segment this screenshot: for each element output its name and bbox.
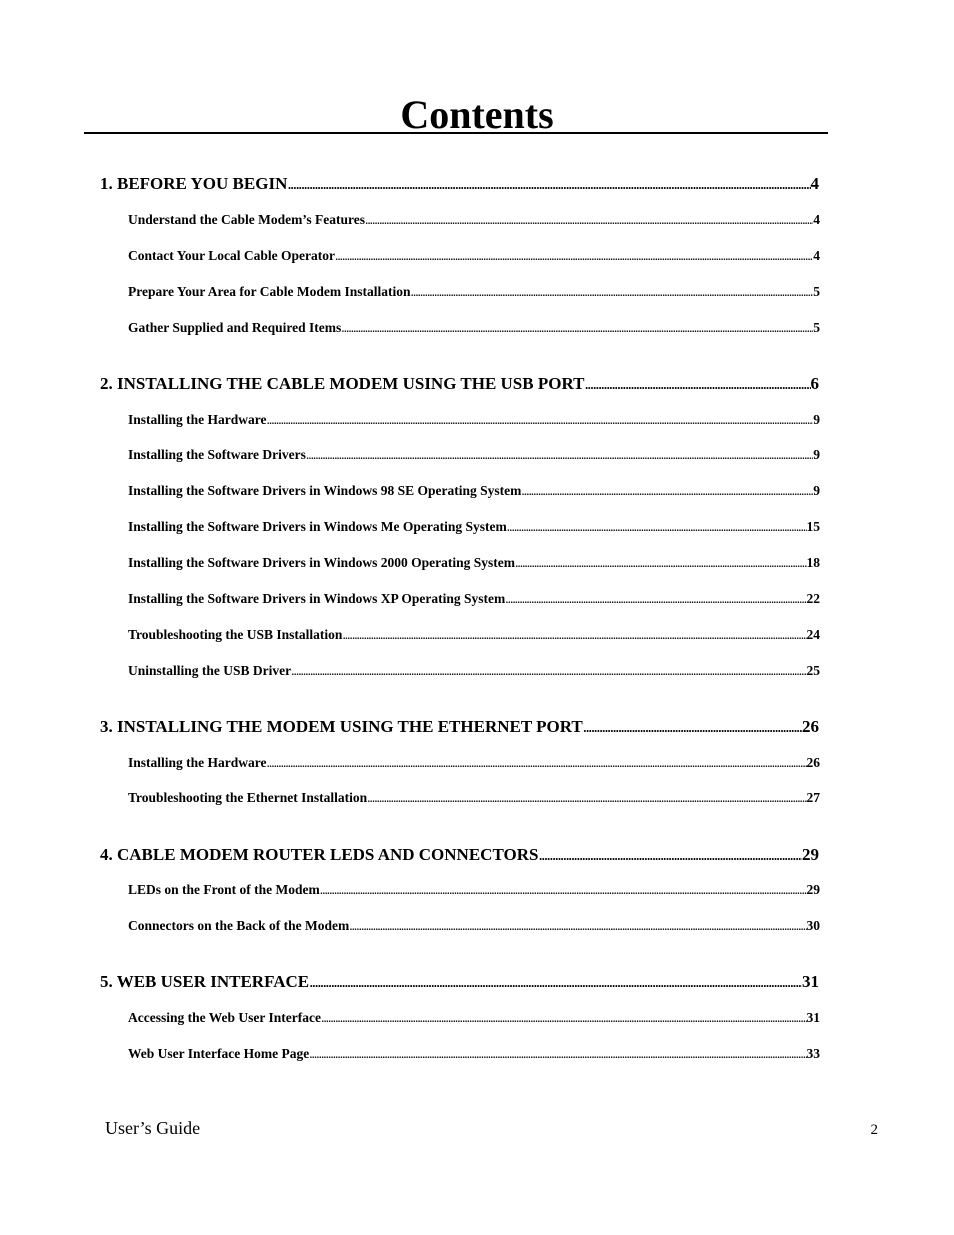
toc-entry-chapter-1[interactable] bbox=[100, 173, 819, 195]
toc-entry-section[interactable] bbox=[128, 482, 820, 500]
dot-leader bbox=[267, 411, 814, 429]
toc-entry-section[interactable] bbox=[128, 1009, 820, 1027]
toc-entry-label: 4. CABLE MODEM ROUTER LEDS AND CONNECTORS bbox=[100, 845, 539, 864]
toc-entry-section[interactable] bbox=[128, 518, 820, 536]
toc-entry-page: 9 bbox=[813, 412, 820, 427]
toc-entry-page: 31 bbox=[806, 1010, 820, 1025]
toc-entry-label: LEDs on the Front of the Modem bbox=[128, 882, 320, 897]
toc-entry-label: 5. WEB USER INTERFACE bbox=[100, 972, 310, 991]
dot-leader bbox=[306, 446, 813, 464]
toc-entry-label: Installing the Hardware bbox=[128, 412, 267, 427]
dot-leader bbox=[309, 1045, 806, 1063]
dot-leader bbox=[320, 881, 807, 899]
toc-entry-section[interactable] bbox=[128, 917, 820, 935]
footer-page-number: 2 bbox=[870, 1122, 878, 1138]
toc-entry-section[interactable] bbox=[128, 626, 820, 644]
dot-leader bbox=[291, 662, 806, 680]
toc-entry-label: Contact Your Local Cable Operator bbox=[128, 248, 335, 263]
toc-entry-label: Prepare Your Area for Cable Modem Installation bbox=[128, 284, 411, 299]
toc-entry-page: 29 bbox=[806, 882, 820, 897]
toc-entry-page: 5 bbox=[813, 284, 820, 299]
dot-leader bbox=[515, 554, 806, 572]
toc-entry-label: Troubleshooting the Ethernet Installation bbox=[128, 790, 368, 805]
toc-entry-page: 4 bbox=[813, 212, 820, 227]
toc-entry-page: 26 bbox=[806, 755, 820, 770]
toc-entry-page: 30 bbox=[806, 918, 820, 933]
toc-entry-page: 18 bbox=[806, 555, 820, 570]
toc-entry-section[interactable] bbox=[128, 411, 820, 429]
toc-entry-page: 15 bbox=[806, 519, 820, 534]
dot-leader bbox=[538, 844, 802, 866]
toc-entry-chapter-2[interactable] bbox=[100, 373, 819, 395]
dot-leader bbox=[335, 247, 813, 265]
toc-entry-page: 26 bbox=[802, 717, 819, 736]
toc-entry-chapter-4[interactable] bbox=[100, 844, 819, 866]
toc-entry-page: 22 bbox=[806, 591, 820, 606]
dot-leader bbox=[309, 971, 802, 993]
toc-entry-label: Understand the Cable Modem’s Features bbox=[128, 212, 365, 227]
toc-entry-page: 6 bbox=[810, 374, 819, 393]
page-title: Contents bbox=[400, 92, 554, 137]
toc-entry-section[interactable] bbox=[128, 754, 820, 772]
dot-leader bbox=[367, 789, 806, 807]
toc-entry-page: 25 bbox=[806, 663, 820, 678]
toc-entry-page: 33 bbox=[806, 1046, 820, 1061]
dot-leader bbox=[411, 283, 814, 301]
toc-entry-section[interactable] bbox=[128, 446, 820, 464]
dot-leader bbox=[341, 319, 813, 337]
toc-entry-label: Connectors on the Back of the Modem bbox=[128, 918, 350, 933]
toc-entry-label: Installing the Software Drivers in Windows Me Operating System bbox=[128, 519, 507, 534]
toc-entry-label: Uninstalling the USB Driver bbox=[128, 663, 292, 678]
toc-entry-page: 4 bbox=[813, 248, 820, 263]
toc-entry-section[interactable] bbox=[128, 662, 820, 680]
toc-entry-page: 31 bbox=[802, 972, 819, 991]
toc-entry-label: Installing the Hardware bbox=[128, 755, 267, 770]
toc-entry-page: 29 bbox=[802, 845, 819, 864]
title-underline bbox=[84, 132, 828, 134]
toc-entry-chapter-3[interactable] bbox=[100, 716, 819, 738]
toc-entry-label: 1. BEFORE YOU BEGIN bbox=[100, 174, 288, 193]
dot-leader bbox=[342, 626, 806, 644]
toc-entry-label: Troubleshooting the USB Installation bbox=[128, 627, 343, 642]
toc-entry-label: Gather Supplied and Required Items bbox=[128, 320, 342, 335]
toc-entry-label: Accessing the Web User Interface bbox=[128, 1010, 321, 1025]
toc-entry-page: 27 bbox=[806, 790, 820, 805]
dot-leader bbox=[287, 173, 810, 195]
toc-entry-page: 9 bbox=[813, 483, 820, 498]
toc-entry-section[interactable] bbox=[128, 789, 820, 807]
footer-document-title: User’s Guide bbox=[105, 1118, 201, 1138]
toc-entry-label: Installing the Software Drivers in Windows 2000 Operating System bbox=[128, 555, 516, 570]
toc-entry-section[interactable] bbox=[128, 1045, 820, 1063]
toc-entry-page: 24 bbox=[806, 627, 820, 642]
dot-leader bbox=[584, 373, 810, 395]
dot-leader bbox=[507, 518, 807, 536]
toc-entry-label: 2. INSTALLING THE CABLE MODEM USING THE USB PORT bbox=[100, 374, 585, 393]
dot-leader bbox=[321, 1009, 807, 1027]
toc-entry-label: Installing the Software Drivers bbox=[128, 447, 306, 462]
dot-leader bbox=[349, 917, 806, 935]
toc-entry-section[interactable] bbox=[128, 211, 820, 229]
toc-entry-section[interactable] bbox=[128, 283, 820, 301]
toc-entry-page: 5 bbox=[813, 320, 820, 335]
dot-leader bbox=[583, 716, 802, 738]
toc-entry-section[interactable] bbox=[128, 881, 820, 899]
toc-entry-section[interactable] bbox=[128, 319, 820, 337]
toc-entry-label: 3. INSTALLING THE MODEM USING THE ETHERNET PORT bbox=[100, 717, 583, 736]
toc-entry-section[interactable] bbox=[128, 554, 820, 572]
toc-entry-section[interactable] bbox=[128, 247, 820, 265]
dot-leader bbox=[267, 754, 807, 772]
dot-leader bbox=[365, 211, 813, 229]
dot-leader bbox=[505, 590, 806, 608]
toc-entry-chapter-5[interactable] bbox=[100, 971, 819, 993]
toc-entry-section[interactable] bbox=[128, 590, 820, 608]
toc-entry-label: Web User Interface Home Page bbox=[128, 1046, 310, 1061]
toc-entry-page: 4 bbox=[810, 174, 819, 193]
dot-leader bbox=[521, 482, 813, 500]
toc-entry-label: Installing the Software Drivers in Windows XP Operating System bbox=[128, 591, 506, 606]
toc-entry-label: Installing the Software Drivers in Windows 98 SE Operating System bbox=[128, 483, 522, 498]
toc-entry-page: 9 bbox=[813, 447, 820, 462]
